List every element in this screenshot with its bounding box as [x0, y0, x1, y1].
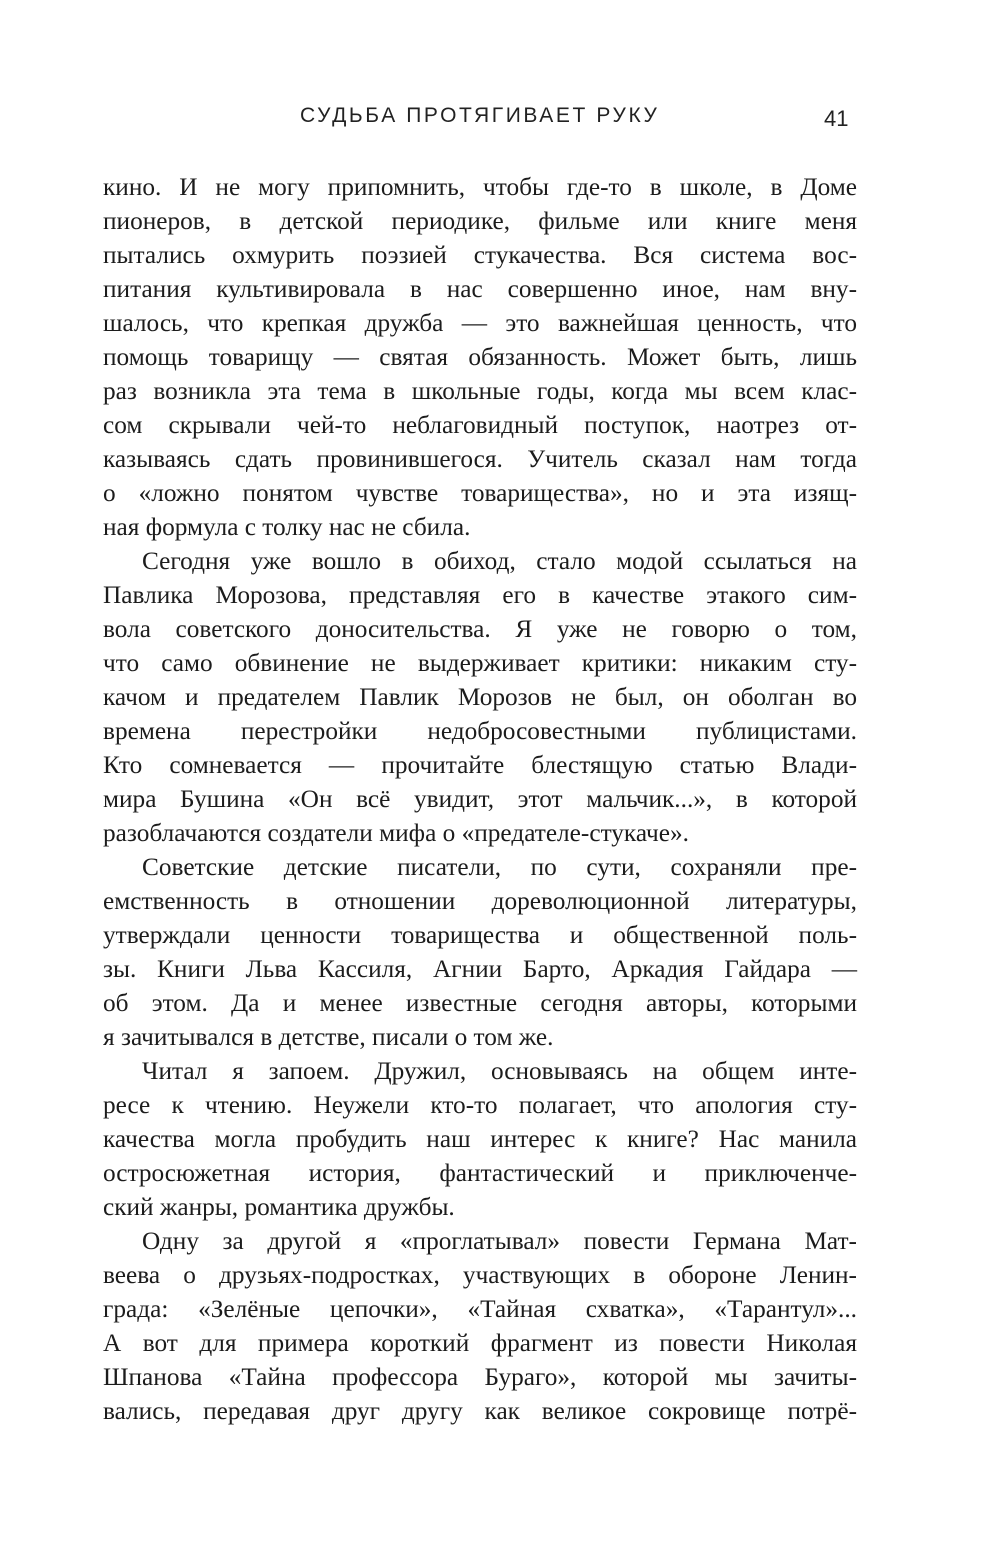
text-line: шалось, что крепкая дружба — это важнейшая ценность, что — [103, 309, 857, 337]
text-line: Сегодня уже вошло в обиход, стало модой ссылаться на — [142, 547, 857, 575]
paragraph — [103, 544, 857, 850]
text-line: вола советского доносительства. Я уже не говорю о том, — [103, 615, 857, 643]
running-title: СУДЬБА ПРОТЯГИВАЕТ РУКУ — [300, 104, 660, 127]
text-line: зы. Книги Льва Кассиля, Агнии Барто, Аркадия Гайдара — — [103, 955, 857, 983]
text-line: остросюжетная история, фантастический и приключенче- — [103, 1159, 857, 1187]
text-line: что само обвинение не выдерживает критики: никаким сту- — [103, 649, 857, 677]
text-line: ский жанры, романтика дружбы. — [103, 1193, 455, 1221]
text-line: раз возникла эта тема в школьные годы, когда мы всем клас- — [103, 377, 857, 405]
text-line: Павлика Морозова, представляя его в качестве этакого сим- — [103, 581, 857, 609]
text-line: разоблачаются создатели мифа о «предателе-стукаче». — [103, 819, 689, 847]
paragraph — [103, 850, 857, 1054]
text-line: Читал я запоем. Дружил, основываясь на общем инте- — [142, 1057, 857, 1085]
text-line: качом и предателем Павлик Морозов не был, он оболган во — [103, 683, 857, 711]
text-line: града: «Зелёные цепочки», «Тайная схватка», «Тарантул»... — [103, 1295, 857, 1323]
page-number: 41 — [824, 106, 849, 131]
text-line: утверждали ценности товарищества и общественной поль- — [103, 921, 857, 949]
text-line: Кто сомневается — прочитайте блестящую статью Влади- — [103, 751, 857, 779]
text-line: вались, передавая друг другу как великое сокровище потрё- — [103, 1397, 857, 1425]
text-line: времена перестройки недобросовестными публицистами. — [103, 717, 857, 745]
body-text — [103, 170, 857, 1428]
text-line: веева о друзьях-подростках, участвующих в обороне Ленин- — [103, 1261, 857, 1289]
paragraph — [103, 1054, 857, 1224]
text-line: емственность в отношении дореволюционной литературы, — [103, 887, 857, 915]
text-line: казываясь сдать провинившегося. Учитель сказал нам тогда — [103, 445, 857, 473]
text-line: Шпанова «Тайна профессора Бураго», которой мы зачиты- — [103, 1363, 857, 1391]
text-line: о «ложно понятом чувстве товарищества», но и эта изящ- — [103, 479, 857, 507]
text-line: я зачитывался в детстве, писали о том же. — [103, 1023, 554, 1051]
text-line: пионеров, в детской периодике, фильме или книге меня — [103, 207, 857, 235]
paragraph — [103, 1224, 857, 1428]
text-line: мира Бушина «Он всё увидит, этот мальчик...», в которой — [103, 785, 857, 813]
text-line: ная формула с толку нас не сбила. — [103, 513, 471, 541]
text-line: кино. И не могу припомнить, чтобы где-то в школе, в Доме — [103, 173, 857, 201]
text-line: Советские детские писатели, по сути, сохраняли пре- — [142, 853, 857, 881]
text-line: Одну за другой я «проглатывал» повести Германа Мат- — [142, 1227, 857, 1255]
paragraph — [103, 170, 857, 544]
text-line: качества могла пробудить наш интерес к книге? Нас манила — [103, 1125, 857, 1153]
running-header — [0, 104, 1000, 136]
text-line: питания культивировала в нас совершенно иное, нам вну- — [103, 275, 857, 303]
text-line: сом скрывали чей-то неблаговидный поступок, наотрез от- — [103, 411, 857, 439]
text-line: А вот для примера короткий фрагмент из повести Николая — [103, 1329, 857, 1357]
text-line: ресе к чтению. Неужели кто-то полагает, что апология сту- — [103, 1091, 857, 1119]
text-line: об этом. Да и менее известные сегодня авторы, которыми — [103, 989, 857, 1017]
text-line: пытались охмурить поэзией стукачества. Вся система вос- — [103, 241, 857, 269]
text-line: помощь товарищу — святая обязанность. Может быть, лишь — [103, 343, 857, 371]
